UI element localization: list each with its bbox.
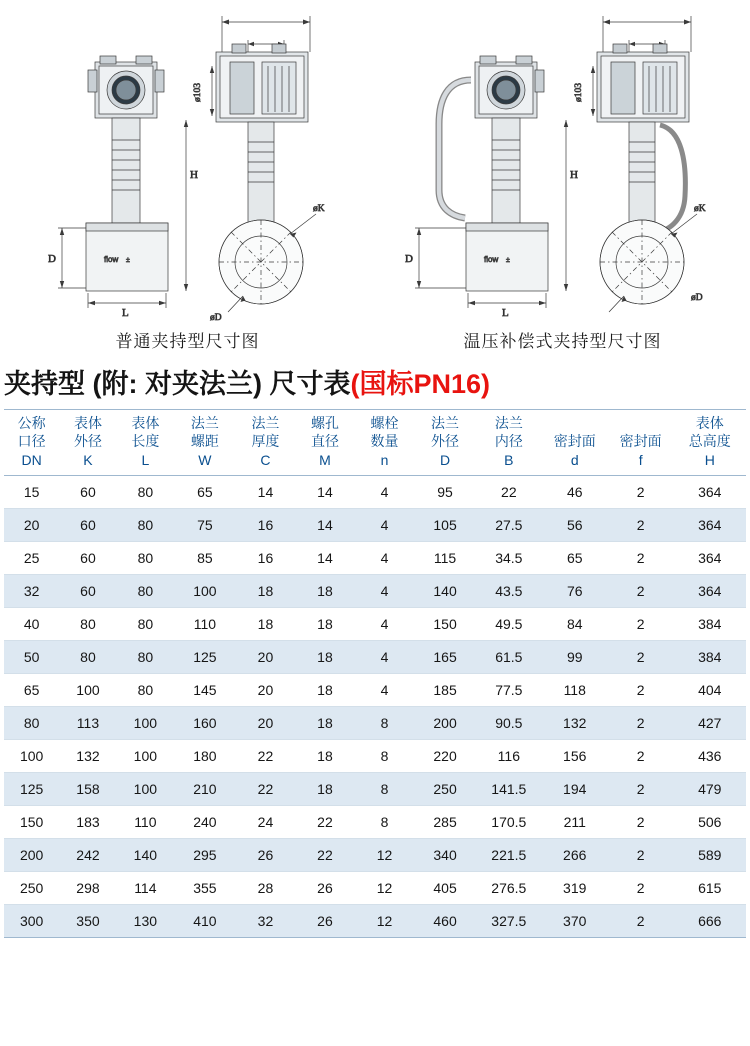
th-b: 法兰 内径 B: [476, 410, 542, 476]
table-cell: 100: [117, 773, 174, 806]
table-cell: 26: [295, 872, 355, 905]
table-cell: 15: [4, 476, 59, 509]
table-cell: 194: [542, 773, 608, 806]
drawings-section: [0, 0, 750, 360]
table-cell: 364: [674, 476, 746, 509]
table-cell: 24: [236, 806, 296, 839]
table-cell: 8: [355, 806, 415, 839]
table-cell: 2: [608, 905, 674, 938]
temp-pressure-clamp-diagram: [375, 0, 750, 360]
table-cell: 298: [59, 872, 116, 905]
table-cell: 4: [355, 641, 415, 674]
th-c: 法兰 厚度 C: [236, 410, 296, 476]
table-cell: 2: [608, 872, 674, 905]
table-cell: 211: [542, 806, 608, 839]
table-cell: 114: [117, 872, 174, 905]
table-cell: 200: [4, 839, 59, 872]
table-row: [4, 872, 746, 905]
table-cell: 100: [174, 575, 236, 608]
table-row: [4, 575, 746, 608]
table-row: [4, 641, 746, 674]
table-row: [4, 806, 746, 839]
table-cell: 80: [59, 608, 116, 641]
dimension-table: [4, 409, 746, 938]
table-cell: 8: [355, 740, 415, 773]
table-cell: 185: [414, 674, 476, 707]
table-cell: 12: [355, 872, 415, 905]
table-cell: 18: [295, 707, 355, 740]
svg-text:ø103: ø103: [193, 83, 203, 102]
table-cell: 2: [608, 542, 674, 575]
table-cell: 2: [608, 641, 674, 674]
table-cell: 250: [414, 773, 476, 806]
table-cell: 666: [674, 905, 746, 938]
table-cell: 460: [414, 905, 476, 938]
table-cell: 105: [414, 509, 476, 542]
table-cell: 12: [355, 839, 415, 872]
table-cell: 14: [295, 542, 355, 575]
table-cell: 140: [117, 839, 174, 872]
table-cell: 110: [117, 806, 174, 839]
table-cell: 210: [174, 773, 236, 806]
table-cell: 60: [59, 509, 116, 542]
table-cell: 20: [4, 509, 59, 542]
table-cell: 18: [295, 608, 355, 641]
table-cell: 18: [236, 575, 296, 608]
table-cell: 60: [59, 575, 116, 608]
table-cell: 2: [608, 839, 674, 872]
table-cell: 145: [174, 674, 236, 707]
svg-text:±: ±: [506, 257, 510, 264]
svg-text:L: L: [122, 307, 129, 319]
drawing-caption-standard: 普通夹持型尺寸图: [115, 332, 260, 351]
svg-text:H: H: [190, 169, 198, 181]
table-cell: 80: [117, 476, 174, 509]
table-cell: 160: [174, 707, 236, 740]
table-row: [4, 773, 746, 806]
table-cell: 404: [674, 674, 746, 707]
th-w: 法兰 螺距 W: [174, 410, 236, 476]
svg-text:øK: øK: [694, 204, 706, 214]
table-cell: 364: [674, 509, 746, 542]
table-cell: 2: [608, 806, 674, 839]
drawing-temp-pressure-clamp: [375, 0, 750, 360]
section-title-main: 夹持型 (附: 对夹法兰) 尺寸表: [4, 369, 351, 399]
table-cell: 158: [59, 773, 116, 806]
svg-text:øK: øK: [313, 204, 325, 214]
table-cell: 16: [236, 509, 296, 542]
table-row: [4, 674, 746, 707]
table-row: [4, 608, 746, 641]
table-cell: 60: [59, 542, 116, 575]
table-cell: 140: [414, 575, 476, 608]
table-cell: 32: [236, 905, 296, 938]
table-cell: 2: [608, 476, 674, 509]
table-cell: 2: [608, 740, 674, 773]
table-cell: 113: [59, 707, 116, 740]
drawing-caption-temp-pressure: 温压补偿式夹持型尺寸图: [463, 332, 662, 351]
table-cell: 85: [174, 542, 236, 575]
table-row: [4, 542, 746, 575]
table-cell: 156: [542, 740, 608, 773]
table-cell: 132: [59, 740, 116, 773]
table-cell: 125: [174, 641, 236, 674]
table-row: [4, 476, 746, 509]
table-cell: 14: [295, 476, 355, 509]
table-cell: 221.5: [476, 839, 542, 872]
table-cell: 34.5: [476, 542, 542, 575]
table-cell: 100: [4, 740, 59, 773]
table-cell: 170.5: [476, 806, 542, 839]
table-cell: 132: [542, 707, 608, 740]
table-cell: 95: [414, 476, 476, 509]
table-cell: 99: [542, 641, 608, 674]
table-cell: 14: [295, 509, 355, 542]
table-cell: 384: [674, 641, 746, 674]
table-cell: 300: [4, 905, 59, 938]
table-cell: 130: [117, 905, 174, 938]
table-cell: 295: [174, 839, 236, 872]
table-cell: 384: [674, 608, 746, 641]
table-cell: 240: [174, 806, 236, 839]
svg-text:H: H: [570, 169, 578, 181]
table-cell: 355: [174, 872, 236, 905]
table-cell: 8: [355, 773, 415, 806]
table-cell: 4: [355, 542, 415, 575]
th-n: 螺栓 数量 n: [355, 410, 415, 476]
table-body: [4, 476, 746, 938]
table-cell: 350: [59, 905, 116, 938]
table-cell: 115: [414, 542, 476, 575]
table-cell: 25: [4, 542, 59, 575]
th-l: 表体 长度 L: [117, 410, 174, 476]
table-cell: 266: [542, 839, 608, 872]
table-cell: 436: [674, 740, 746, 773]
table-cell: 2: [608, 707, 674, 740]
table-cell: 4: [355, 674, 415, 707]
table-cell: 180: [174, 740, 236, 773]
table-cell: 32: [4, 575, 59, 608]
th-d-seal: 密封面 d: [542, 410, 608, 476]
table-cell: 80: [59, 641, 116, 674]
table-cell: 141.5: [476, 773, 542, 806]
table-cell: 589: [674, 839, 746, 872]
table-cell: 56: [542, 509, 608, 542]
table-cell: 183: [59, 806, 116, 839]
table-cell: 220: [414, 740, 476, 773]
table-cell: 242: [59, 839, 116, 872]
table-cell: 22: [236, 773, 296, 806]
table-cell: 80: [117, 608, 174, 641]
section-title-accent: (国标PN16): [350, 369, 491, 399]
table-cell: 2: [608, 575, 674, 608]
table-cell: 405: [414, 872, 476, 905]
table-cell: 27.5: [476, 509, 542, 542]
table-cell: 22: [295, 806, 355, 839]
table-cell: 200: [414, 707, 476, 740]
table-cell: 50: [4, 641, 59, 674]
svg-text:øD: øD: [691, 293, 703, 303]
table-cell: 2: [608, 509, 674, 542]
table-cell: 18: [295, 641, 355, 674]
table-cell: 18: [295, 740, 355, 773]
table-cell: 100: [117, 740, 174, 773]
th-d-outer: 法兰 外径 D: [414, 410, 476, 476]
table-cell: 370: [542, 905, 608, 938]
table-cell: 22: [295, 839, 355, 872]
table-cell: 49.5: [476, 608, 542, 641]
table-cell: 327.5: [476, 905, 542, 938]
table-cell: 8: [355, 707, 415, 740]
table-cell: 76: [542, 575, 608, 608]
table-cell: 4: [355, 476, 415, 509]
table-cell: 26: [295, 905, 355, 938]
table-cell: 65: [4, 674, 59, 707]
table-cell: 43.5: [476, 575, 542, 608]
table-cell: 250: [4, 872, 59, 905]
table-header-row: [4, 410, 746, 476]
table-cell: 4: [355, 509, 415, 542]
table-cell: 364: [674, 575, 746, 608]
svg-text:flow: flow: [104, 255, 119, 264]
th-m: 螺孔 直径 M: [295, 410, 355, 476]
svg-text:±: ±: [126, 257, 130, 264]
table-cell: 80: [117, 542, 174, 575]
table-cell: 22: [476, 476, 542, 509]
table-cell: 615: [674, 872, 746, 905]
table-cell: 40: [4, 608, 59, 641]
table-cell: 84: [542, 608, 608, 641]
table-row: [4, 509, 746, 542]
table-cell: 410: [174, 905, 236, 938]
table-cell: 20: [236, 707, 296, 740]
table-cell: 427: [674, 707, 746, 740]
table-cell: 65: [542, 542, 608, 575]
svg-text:D: D: [405, 253, 413, 265]
table-cell: 319: [542, 872, 608, 905]
table-cell: 26: [236, 839, 296, 872]
svg-text:L: L: [502, 307, 509, 319]
th-dn: 公称 口径 DN: [4, 410, 59, 476]
table-cell: 80: [4, 707, 59, 740]
table-cell: 100: [117, 707, 174, 740]
table-cell: 46: [542, 476, 608, 509]
table-cell: 77.5: [476, 674, 542, 707]
table-cell: 12: [355, 905, 415, 938]
table-cell: 118: [542, 674, 608, 707]
table-cell: 276.5: [476, 872, 542, 905]
table-cell: 4: [355, 608, 415, 641]
table-cell: 18: [295, 773, 355, 806]
table-row: [4, 839, 746, 872]
svg-text:flow: flow: [484, 255, 499, 264]
table-cell: 479: [674, 773, 746, 806]
table-cell: 340: [414, 839, 476, 872]
table-cell: 4: [355, 575, 415, 608]
svg-text:D: D: [48, 253, 56, 265]
table-cell: 65: [174, 476, 236, 509]
table-row: [4, 740, 746, 773]
table-cell: 165: [414, 641, 476, 674]
table-row: [4, 707, 746, 740]
th-f-seal: 密封面 f: [608, 410, 674, 476]
table-cell: 116: [476, 740, 542, 773]
standard-clamp-diagram: [0, 0, 375, 360]
table-cell: 60: [59, 476, 116, 509]
section-title: [0, 360, 750, 409]
table-row: [4, 905, 746, 938]
table-cell: 18: [295, 575, 355, 608]
table-cell: 285: [414, 806, 476, 839]
table-cell: 150: [414, 608, 476, 641]
table-cell: 80: [117, 575, 174, 608]
table-cell: 28: [236, 872, 296, 905]
table-cell: 150: [4, 806, 59, 839]
svg-text:øD: øD: [210, 313, 222, 323]
table-cell: 14: [236, 476, 296, 509]
table-cell: 22: [236, 740, 296, 773]
svg-text:ø103: ø103: [574, 83, 584, 102]
table-cell: 80: [117, 509, 174, 542]
table-cell: 61.5: [476, 641, 542, 674]
table-cell: 506: [674, 806, 746, 839]
table-cell: 18: [295, 674, 355, 707]
table-cell: 2: [608, 773, 674, 806]
table-cell: 20: [236, 641, 296, 674]
th-h: 表体 总高度 H: [674, 410, 746, 476]
th-k: 表体 外径 K: [59, 410, 116, 476]
table-cell: 20: [236, 674, 296, 707]
table-cell: 16: [236, 542, 296, 575]
drawing-standard-clamp: [0, 0, 375, 360]
table-cell: 110: [174, 608, 236, 641]
table-cell: 90.5: [476, 707, 542, 740]
table-cell: 75: [174, 509, 236, 542]
table-cell: 80: [117, 674, 174, 707]
table-cell: 2: [608, 608, 674, 641]
table-cell: 18: [236, 608, 296, 641]
table-cell: 364: [674, 542, 746, 575]
table-cell: 2: [608, 674, 674, 707]
table-cell: 125: [4, 773, 59, 806]
table-cell: 80: [117, 641, 174, 674]
table-cell: 100: [59, 674, 116, 707]
